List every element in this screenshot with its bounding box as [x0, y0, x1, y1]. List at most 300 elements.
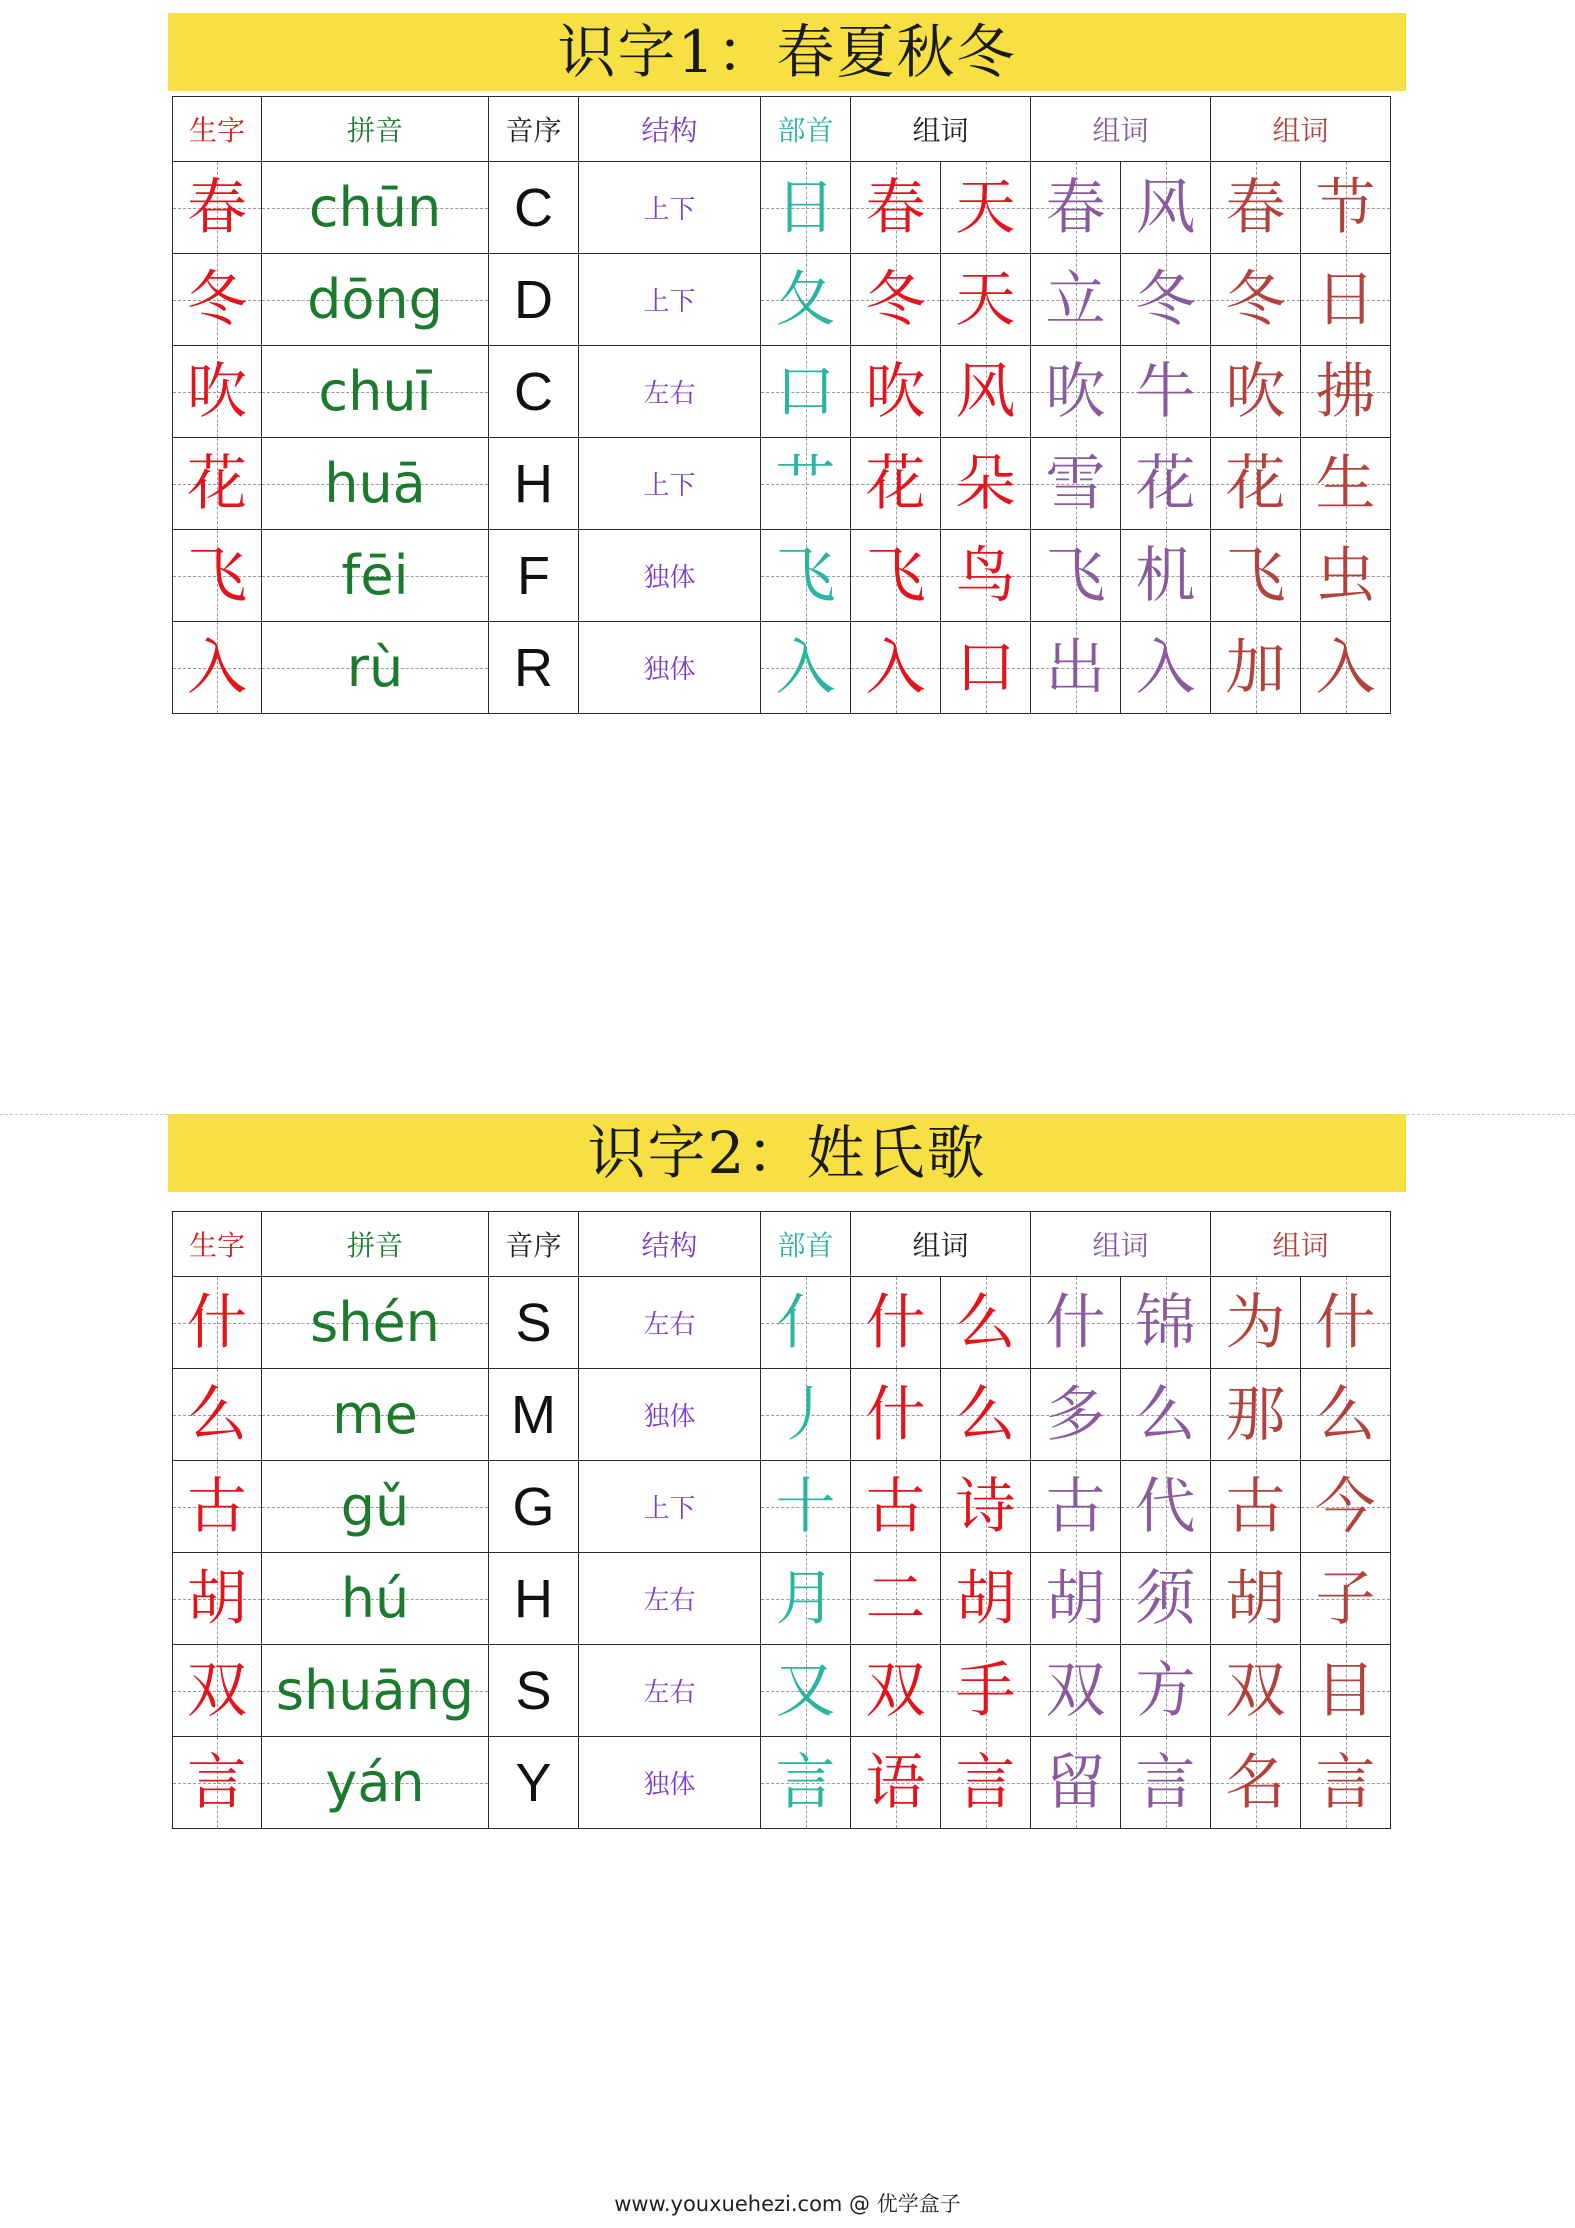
char-text: 春	[187, 172, 247, 243]
word-char-cell	[851, 1553, 941, 1645]
pinyin-text: dōng	[307, 267, 443, 331]
word-char: 古	[865, 1471, 926, 1542]
word-char: 胡	[1045, 1563, 1106, 1634]
word-char-cell	[1211, 1461, 1301, 1553]
word-char: 么	[1315, 1379, 1376, 1450]
structure-text: 上下	[643, 471, 696, 501]
radical-cell	[761, 1461, 851, 1553]
table-row	[173, 530, 1391, 622]
char-cell	[173, 438, 262, 530]
word-char-cell	[851, 346, 941, 438]
word-char: 吹	[1045, 356, 1106, 427]
initial-text: C	[514, 361, 553, 422]
word-char: 春	[1225, 172, 1286, 243]
word-char: 生	[1315, 448, 1376, 519]
word-char-cell	[1301, 254, 1391, 346]
word-char: 出	[1045, 632, 1106, 703]
word-char: 花	[865, 448, 926, 519]
word-char-cell	[941, 1553, 1031, 1645]
lesson-2-title: 识字2：姓氏歌	[587, 1119, 987, 1187]
word-char-cell	[1031, 162, 1121, 254]
pinyin-text: hú	[340, 1566, 410, 1630]
table-row	[173, 1645, 1391, 1737]
header-zu-ci-2: 组词	[1031, 1212, 1211, 1277]
word-char-cell	[1121, 1461, 1211, 1553]
pinyin-cell	[262, 254, 489, 346]
word-char: 花	[1135, 448, 1196, 519]
word-char: 牛	[1135, 356, 1196, 427]
char-cell	[173, 1461, 262, 1553]
pinyin-text: chūn	[308, 175, 442, 239]
table-header-row	[173, 1212, 1391, 1277]
table-row	[173, 1461, 1391, 1553]
char-cell	[173, 1277, 262, 1369]
word-char-cell	[1211, 346, 1301, 438]
word-char-cell	[1301, 1737, 1391, 1829]
initial-cell	[489, 1461, 579, 1553]
word-char: 锦	[1135, 1287, 1196, 1358]
header-jie-gou: 结构	[579, 97, 761, 162]
footer-credit: www.youxuehezi.com @ 优学盒子	[614, 2192, 961, 2216]
word-char-cell	[1211, 438, 1301, 530]
word-char-cell	[1121, 346, 1211, 438]
word-char-cell	[941, 1645, 1031, 1737]
word-char: 古	[1225, 1471, 1286, 1542]
word-char-cell	[1031, 1461, 1121, 1553]
word-char-cell	[1301, 1369, 1391, 1461]
word-char: 朵	[955, 448, 1016, 519]
word-char-cell	[1121, 1737, 1211, 1829]
word-char-cell	[1031, 254, 1121, 346]
word-char-cell	[1301, 622, 1391, 714]
radical-text: 飞	[775, 540, 836, 611]
word-char: 双	[1225, 1655, 1286, 1726]
word-char: 冬	[865, 264, 926, 335]
initial-text: D	[514, 269, 553, 330]
word-char: 春	[1045, 172, 1106, 243]
char-text: 花	[187, 448, 247, 519]
char-cell	[173, 162, 262, 254]
word-char: 代	[1135, 1471, 1196, 1542]
char-cell	[173, 1645, 262, 1737]
word-char: 言	[955, 1747, 1016, 1818]
lesson-1-title: 识字1：春夏秋冬	[557, 18, 1017, 86]
radical-text: 又	[775, 1655, 836, 1726]
radical-cell	[761, 1553, 851, 1645]
char-cell	[173, 1553, 262, 1645]
pinyin-cell	[262, 346, 489, 438]
pinyin-text: shuāng	[275, 1658, 475, 1722]
char-text: 入	[187, 632, 247, 703]
word-char: 言	[1315, 1747, 1376, 1818]
word-char-cell	[851, 1645, 941, 1737]
word-char: 方	[1135, 1655, 1196, 1726]
pinyin-text: shén	[310, 1290, 440, 1354]
word-char-cell	[1211, 254, 1301, 346]
word-char: 口	[955, 632, 1016, 703]
word-char-cell	[1211, 1369, 1301, 1461]
word-char: 吹	[1225, 356, 1286, 427]
header-pin-yin: 拼音	[262, 1212, 489, 1277]
word-char-cell	[1031, 1553, 1121, 1645]
word-char-cell	[1121, 622, 1211, 714]
char-cell	[173, 346, 262, 438]
word-char-cell	[851, 438, 941, 530]
radical-text: 亻	[775, 1287, 836, 1358]
header-jie-gou: 结构	[579, 1212, 761, 1277]
table-row	[173, 1369, 1391, 1461]
word-char: 言	[1135, 1747, 1196, 1818]
word-char: 机	[1135, 540, 1196, 611]
initial-text: Y	[515, 1752, 552, 1813]
word-char: 花	[1225, 448, 1286, 519]
header-bu-shou: 部首	[761, 1212, 851, 1277]
word-char: 语	[865, 1747, 926, 1818]
radical-text: 日	[775, 172, 836, 243]
word-char: 多	[1045, 1379, 1106, 1450]
word-char: 吹	[865, 356, 926, 427]
structure-text: 左右	[643, 1310, 696, 1340]
initial-cell	[489, 1553, 579, 1645]
word-char: 什	[1315, 1287, 1376, 1358]
char-text: 冬	[187, 264, 247, 335]
header-zu-ci-2: 组词	[1031, 97, 1211, 162]
header-zu-ci-3: 组词	[1211, 97, 1391, 162]
word-char-cell	[1211, 622, 1301, 714]
word-char: 飞	[1045, 540, 1106, 611]
pinyin-text: me	[332, 1382, 418, 1446]
word-char: 胡	[1225, 1563, 1286, 1634]
word-char: 春	[865, 172, 926, 243]
word-char: 天	[955, 172, 1016, 243]
radical-text: 入	[775, 632, 836, 703]
word-char: 风	[1135, 172, 1196, 243]
pinyin-cell	[262, 438, 489, 530]
word-char-cell	[851, 1369, 941, 1461]
structure-cell	[579, 1277, 761, 1369]
word-char: 立	[1045, 264, 1106, 335]
structure-text: 上下	[643, 195, 696, 225]
word-char-cell	[1121, 162, 1211, 254]
structure-text: 独体	[643, 655, 696, 685]
word-char-cell	[851, 622, 941, 714]
lesson-1-title-bar	[168, 13, 1406, 91]
word-char-cell	[1301, 1645, 1391, 1737]
initial-cell	[489, 1277, 579, 1369]
pinyin-text: huā	[324, 451, 426, 515]
word-char: 拂	[1315, 356, 1376, 427]
word-char-cell	[1121, 1645, 1211, 1737]
pinyin-cell	[262, 530, 489, 622]
pinyin-cell	[262, 162, 489, 254]
word-char: 须	[1135, 1563, 1196, 1634]
pinyin-cell	[262, 1737, 489, 1829]
initial-cell	[489, 622, 579, 714]
structure-text: 左右	[643, 1586, 696, 1616]
char-cell	[173, 254, 262, 346]
radical-text: 口	[775, 356, 836, 427]
word-char-cell	[851, 1737, 941, 1829]
radical-cell	[761, 1277, 851, 1369]
word-char-cell	[941, 1369, 1031, 1461]
word-char-cell	[1031, 530, 1121, 622]
radical-text: 言	[775, 1747, 836, 1818]
pinyin-cell	[262, 1645, 489, 1737]
structure-text: 左右	[643, 379, 696, 409]
char-text: 言	[187, 1747, 247, 1818]
word-char-cell	[851, 1461, 941, 1553]
word-char-cell	[1301, 162, 1391, 254]
word-char-cell	[1031, 622, 1121, 714]
table-row	[173, 254, 1391, 346]
word-char: 子	[1315, 1563, 1376, 1634]
initial-cell	[489, 346, 579, 438]
word-char: 风	[955, 356, 1016, 427]
structure-text: 上下	[643, 287, 696, 317]
word-char: 么	[1135, 1379, 1196, 1450]
header-sheng-zi: 生字	[173, 1212, 262, 1277]
word-char-cell	[1211, 1277, 1301, 1369]
table-row	[173, 1737, 1391, 1829]
char-text: 什	[187, 1287, 247, 1358]
pinyin-cell	[262, 1461, 489, 1553]
pinyin-cell	[262, 1553, 489, 1645]
header-pin-yin: 拼音	[262, 97, 489, 162]
radical-text: 艹	[775, 448, 836, 519]
initial-text: G	[512, 1476, 555, 1537]
word-char: 日	[1315, 264, 1376, 335]
word-char-cell	[941, 162, 1031, 254]
initial-text: C	[514, 177, 553, 238]
initial-text: S	[515, 1292, 552, 1353]
char-cell	[173, 1369, 262, 1461]
char-text: 么	[187, 1379, 247, 1450]
initial-cell	[489, 530, 579, 622]
word-char-cell	[1121, 530, 1211, 622]
word-char-cell	[1211, 162, 1301, 254]
initial-text: H	[514, 1568, 553, 1629]
lesson-2-table	[172, 1211, 1391, 1829]
word-char: 入	[865, 632, 926, 703]
lesson-2-title-bar	[168, 1114, 1406, 1192]
structure-text: 上下	[643, 1494, 696, 1524]
pinyin-text: gǔ	[340, 1474, 410, 1538]
initial-text: M	[511, 1384, 556, 1445]
word-char-cell	[1301, 1461, 1391, 1553]
word-char: 什	[1045, 1287, 1106, 1358]
char-cell	[173, 530, 262, 622]
initial-cell	[489, 1645, 579, 1737]
word-char-cell	[1121, 254, 1211, 346]
word-char: 二	[865, 1563, 926, 1634]
word-char-cell	[851, 254, 941, 346]
word-char: 天	[955, 264, 1016, 335]
header-yin-xu: 音序	[489, 1212, 579, 1277]
structure-cell	[579, 1369, 761, 1461]
word-char-cell	[1211, 530, 1301, 622]
radical-cell	[761, 438, 851, 530]
radical-cell	[761, 254, 851, 346]
word-char: 手	[955, 1655, 1016, 1726]
word-char-cell	[1031, 1369, 1121, 1461]
initial-cell	[489, 1737, 579, 1829]
char-cell	[173, 1737, 262, 1829]
word-char: 今	[1315, 1471, 1376, 1542]
word-char-cell	[1121, 1277, 1211, 1369]
structure-cell	[579, 530, 761, 622]
radical-cell	[761, 622, 851, 714]
char-text: 古	[187, 1471, 247, 1542]
word-char-cell	[1211, 1737, 1301, 1829]
radical-cell	[761, 346, 851, 438]
word-char: 那	[1225, 1379, 1286, 1450]
word-char-cell	[1301, 530, 1391, 622]
header-zu-ci-1: 组词	[851, 97, 1031, 162]
word-char-cell	[851, 530, 941, 622]
pinyin-text: fēi	[341, 543, 409, 607]
word-char: 入	[1315, 632, 1376, 703]
initial-text: R	[514, 637, 553, 698]
initial-cell	[489, 162, 579, 254]
word-char-cell	[941, 254, 1031, 346]
word-char: 什	[865, 1379, 926, 1450]
word-char: 么	[955, 1379, 1016, 1450]
pinyin-cell	[262, 1277, 489, 1369]
char-text: 飞	[187, 540, 247, 611]
word-char-cell	[1211, 1553, 1301, 1645]
word-char: 冬	[1225, 264, 1286, 335]
word-char: 虫	[1315, 540, 1376, 611]
word-char: 名	[1225, 1747, 1286, 1818]
structure-cell	[579, 1461, 761, 1553]
table-row	[173, 1553, 1391, 1645]
table-row	[173, 622, 1391, 714]
initial-cell	[489, 438, 579, 530]
radical-cell	[761, 1645, 851, 1737]
structure-cell	[579, 1553, 761, 1645]
word-char-cell	[851, 1277, 941, 1369]
header-zu-ci-3: 组词	[1211, 1212, 1391, 1277]
word-char: 雪	[1045, 448, 1106, 519]
word-char-cell	[1031, 346, 1121, 438]
structure-text: 独体	[643, 563, 696, 593]
char-text: 胡	[187, 1563, 247, 1634]
structure-cell	[579, 346, 761, 438]
word-char: 冬	[1135, 264, 1196, 335]
table-row	[173, 1277, 1391, 1369]
word-char: 为	[1225, 1287, 1286, 1358]
structure-cell	[579, 162, 761, 254]
initial-text: F	[517, 545, 550, 606]
lesson-1-table	[172, 96, 1391, 714]
word-char: 诗	[955, 1471, 1016, 1542]
word-char-cell	[1301, 346, 1391, 438]
word-char: 入	[1135, 632, 1196, 703]
word-char-cell	[1211, 1645, 1301, 1737]
word-char-cell	[851, 162, 941, 254]
initial-text: H	[514, 453, 553, 514]
word-char-cell	[1121, 438, 1211, 530]
table-header-row	[173, 97, 1391, 162]
table-row	[173, 438, 1391, 530]
word-char: 双	[1045, 1655, 1106, 1726]
header-sheng-zi: 生字	[173, 97, 262, 162]
radical-cell	[761, 162, 851, 254]
word-char-cell	[941, 1461, 1031, 1553]
char-text: 双	[187, 1655, 247, 1726]
radical-cell	[761, 1737, 851, 1829]
word-char: 古	[1045, 1471, 1106, 1542]
word-char: 双	[865, 1655, 926, 1726]
header-zu-ci-1: 组词	[851, 1212, 1031, 1277]
table-row	[173, 346, 1391, 438]
structure-cell	[579, 254, 761, 346]
word-char: 加	[1225, 632, 1286, 703]
word-char-cell	[941, 1277, 1031, 1369]
radical-text: 月	[775, 1563, 836, 1634]
radical-text: 十	[775, 1471, 836, 1542]
structure-cell	[579, 1645, 761, 1737]
word-char-cell	[1301, 1277, 1391, 1369]
word-char: 鸟	[955, 540, 1016, 611]
pinyin-text: yán	[325, 1750, 425, 1814]
word-char-cell	[941, 622, 1031, 714]
word-char: 飞	[865, 540, 926, 611]
word-char-cell	[941, 530, 1031, 622]
radical-cell	[761, 1369, 851, 1461]
word-char: 目	[1315, 1655, 1376, 1726]
word-char-cell	[941, 438, 1031, 530]
word-char-cell	[941, 346, 1031, 438]
char-cell	[173, 622, 262, 714]
word-char-cell	[1121, 1369, 1211, 1461]
pinyin-cell	[262, 622, 489, 714]
initial-cell	[489, 1369, 579, 1461]
pinyin-cell	[262, 1369, 489, 1461]
structure-text: 独体	[643, 1770, 696, 1800]
initial-text: S	[515, 1660, 552, 1721]
word-char: 什	[865, 1287, 926, 1358]
word-char-cell	[1031, 1737, 1121, 1829]
word-char-cell	[1031, 1645, 1121, 1737]
word-char: 么	[955, 1287, 1016, 1358]
structure-cell	[579, 1737, 761, 1829]
structure-cell	[579, 622, 761, 714]
word-char: 飞	[1225, 540, 1286, 611]
radical-cell	[761, 530, 851, 622]
word-char-cell	[1301, 438, 1391, 530]
word-char: 节	[1315, 172, 1376, 243]
radical-text: 丿	[775, 1379, 836, 1450]
initial-cell	[489, 254, 579, 346]
word-char-cell	[1031, 438, 1121, 530]
structure-text: 独体	[643, 1402, 696, 1432]
header-bu-shou: 部首	[761, 97, 851, 162]
word-char: 留	[1045, 1747, 1106, 1818]
table-row	[173, 162, 1391, 254]
word-char-cell	[941, 1737, 1031, 1829]
char-text: 吹	[187, 356, 247, 427]
radical-text: 夂	[775, 264, 836, 335]
word-char: 胡	[955, 1563, 1016, 1634]
structure-text: 左右	[643, 1678, 696, 1708]
header-yin-xu: 音序	[489, 97, 579, 162]
pinyin-text: rù	[346, 635, 404, 699]
structure-cell	[579, 438, 761, 530]
word-char-cell	[1031, 1277, 1121, 1369]
word-char-cell	[1121, 1553, 1211, 1645]
word-char-cell	[1301, 1553, 1391, 1645]
